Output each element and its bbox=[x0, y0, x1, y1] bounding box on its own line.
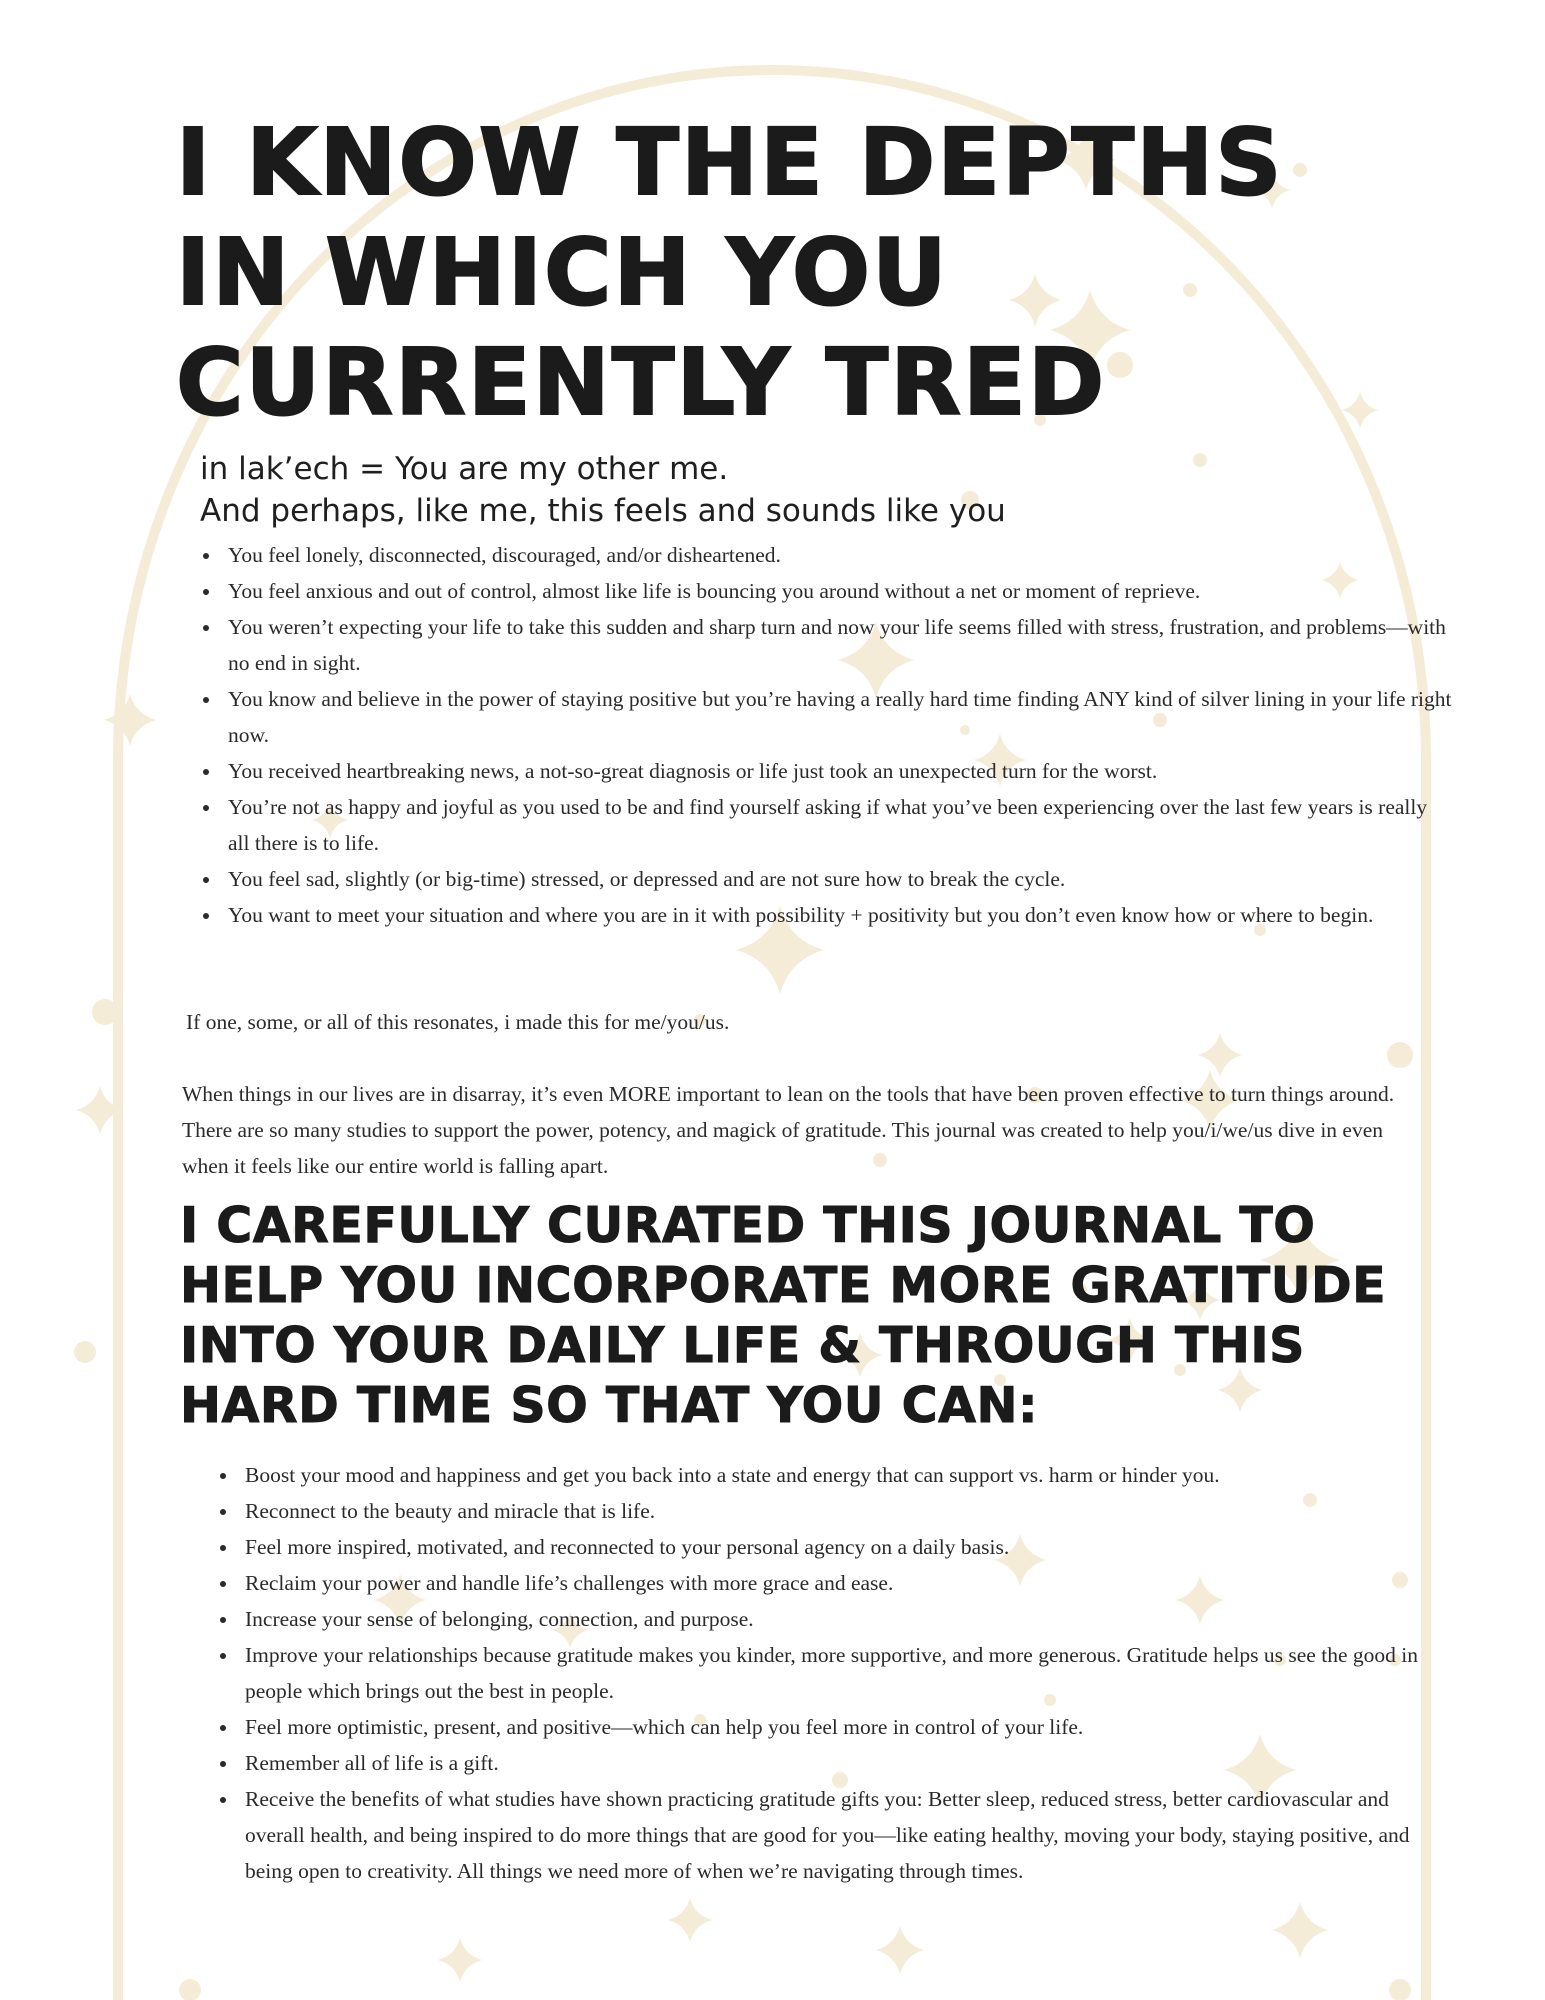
list-item: • Reclaim your power and handle life’s challenges with more grace and ease. bbox=[239, 1565, 1449, 1601]
list-item: • Reconnect to the beauty and miracle that is life. bbox=[239, 1493, 1449, 1529]
list-item: • Increase your sense of belonging, connection, and purpose. bbox=[239, 1601, 1449, 1637]
list-item: • You want to meet your situation and where you are in it with possibility + positivity but you don’t even know how or where to begin. bbox=[222, 897, 1452, 933]
list-item: • Boost your mood and happiness and get you back into a state and energy that can support vs. harm or hinder you. bbox=[239, 1457, 1449, 1493]
list-item: • Feel more optimistic, present, and positive—which can help you feel more in control of your life. bbox=[239, 1709, 1449, 1745]
subtitle-line: in lak’ech = You are my other me. bbox=[200, 451, 729, 487]
feelings-list bbox=[178, 537, 1452, 933]
list-item: • You know and believe in the power of staying positive but you’re having a really hard time finding ANY kind of silver lining in your life right now. bbox=[222, 681, 1452, 753]
title-line: CURRENTLY TRED bbox=[176, 329, 1107, 436]
list-item: • Improve your relationships because gratitude makes you kinder, more supportive, and more generous. Gratitude helps us see the good in people which brings out the best in people. bbox=[239, 1637, 1449, 1709]
title-line: IN WHICH YOU bbox=[176, 219, 949, 326]
benefits-list bbox=[195, 1457, 1449, 1889]
heading-line: INTO YOUR DAILY LIFE & THROUGH THIS bbox=[180, 1317, 1305, 1374]
list-item: • You received heartbreaking news, a not-so-great diagnosis or life just took an unexpected turn for the worst. bbox=[222, 753, 1452, 789]
list-item: • Remember all of life is a gift. bbox=[239, 1745, 1449, 1781]
list-item: • You’re not as happy and joyful as you used to be and find yourself asking if what you’ve been experiencing over the last few years is really all there is to life. bbox=[222, 789, 1452, 861]
list-item: • You feel sad, slightly (or big-time) stressed, or depressed and are not sure how to break the cycle. bbox=[222, 861, 1452, 897]
resonates-text: If one, some, or all of this resonates, i made this for me/you/us. bbox=[186, 1010, 730, 1034]
list-item: • Receive the benefits of what studies have shown practicing gratitude gifts you: Better sleep, reduced stress, better cardiovascular and overall health, and being inspired to do more things that are good for you—like eating healthy, moving your body, staying positive, and being open to creativity. All things we need more of when we’re navigating through times. bbox=[239, 1781, 1449, 1889]
subtitle-line: And perhaps, like me, this feels and sounds like you bbox=[200, 493, 1006, 529]
title-line: I KNOW THE DEPTHS bbox=[176, 109, 1284, 216]
list-item: • You feel lonely, disconnected, discouraged, and/or disheartened. bbox=[222, 537, 1452, 573]
list-item: • You feel anxious and out of control, almost like life is bouncing you around without a net or moment of reprieve. bbox=[222, 573, 1452, 609]
heading-line: HELP YOU INCORPORATE MORE GRATITUDE bbox=[180, 1257, 1387, 1314]
list-item: • You weren’t expecting your life to take this sudden and sharp turn and now your life seems filled with stress, frustration, and problems—with no end in sight. bbox=[222, 609, 1452, 681]
heading-line: HARD TIME SO THAT YOU CAN: bbox=[180, 1377, 1039, 1434]
page-title bbox=[176, 108, 1284, 438]
intro-paragraph: When things in our lives are in disarray, it’s even MORE important to lean on the tools that have been proven effective to turn things around. There are so many studies to support the power, potency, and magick of gratitude. This journal was created to help you/i/we/us dive in even when it feels like our entire world is falling apart. bbox=[182, 1082, 1395, 1178]
heading-line: I CAREFULLY CURATED THIS JOURNAL TO bbox=[180, 1197, 1316, 1254]
subtitle bbox=[200, 448, 1006, 532]
list-item: • Feel more inspired, motivated, and reconnected to your personal agency on a daily basis. bbox=[239, 1529, 1449, 1565]
section-heading bbox=[180, 1196, 1386, 1436]
